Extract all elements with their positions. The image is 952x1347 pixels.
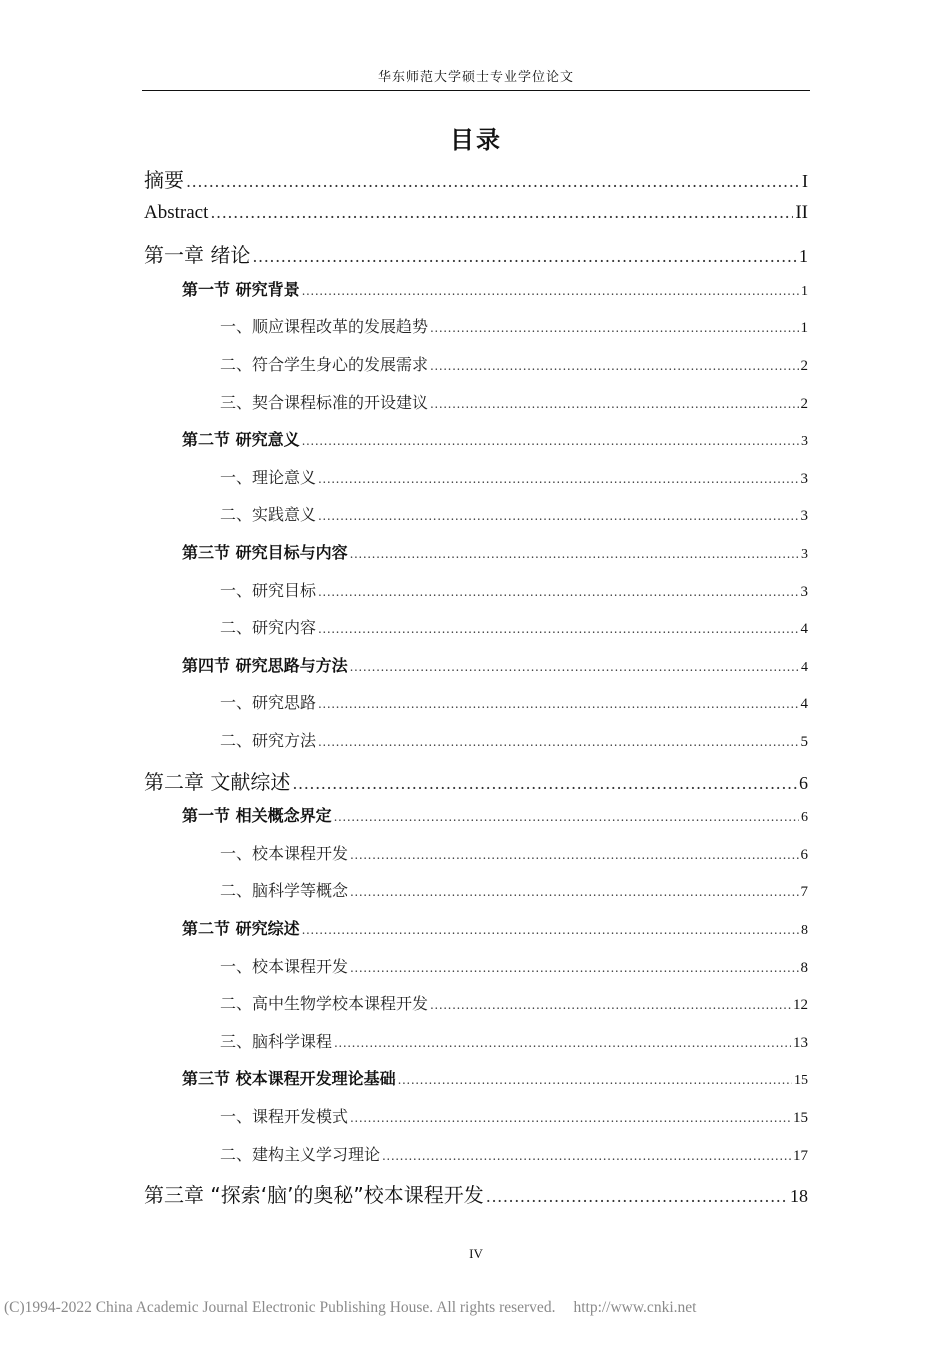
toc-entry-label: 一、研究目标 <box>220 580 317 600</box>
toc-entry[interactable] <box>144 1179 808 1207</box>
toc-entry-page: 17 <box>793 1147 808 1164</box>
toc-entry[interactable] <box>144 239 808 267</box>
toc-dot-leader <box>302 923 799 937</box>
toc-dot-leader <box>210 203 793 222</box>
toc-entry-label: 二、实践意义 <box>220 505 317 525</box>
toc-dot-leader <box>318 472 798 486</box>
toc-entry-page: 3 <box>800 470 808 487</box>
toc-dot-leader <box>486 1187 788 1206</box>
toc-entry[interactable] <box>220 1142 808 1170</box>
toc-entry-page: 15 <box>793 1110 808 1126</box>
toc-entry[interactable] <box>220 578 808 606</box>
toc-dot-leader <box>334 810 799 824</box>
toc-entry[interactable] <box>182 540 808 568</box>
toc-entry-label: 一、校本课程开发 <box>220 843 349 863</box>
toc-entry[interactable] <box>182 803 808 831</box>
toc-entry-label: 第一节 相关概念界定 <box>182 806 332 826</box>
toc-dot-leader <box>318 735 798 749</box>
toc-dot-leader <box>318 509 798 523</box>
toc-dot-leader <box>398 1073 792 1087</box>
toc-entry-page: 12 <box>793 997 808 1014</box>
toc-entry-label: 第三节 校本课程开发理论基础 <box>182 1069 396 1089</box>
toc-entry-page: 7 <box>800 884 808 901</box>
toc-entry-label: 一、校本课程开发 <box>220 956 349 976</box>
toc-entry-page: 15 <box>794 1073 808 1089</box>
toc-entry[interactable] <box>182 653 808 681</box>
toc-entry[interactable] <box>220 728 808 756</box>
toc-entry[interactable] <box>220 615 808 643</box>
toc-dot-leader <box>430 359 798 373</box>
toc-entry-label: 第二章 文献综述 <box>144 769 291 794</box>
toc-entry-label: 第一节 研究背景 <box>182 279 300 299</box>
toc-dot-leader <box>430 321 798 335</box>
toc-entry-label: 三、契合课程标准的开设建议 <box>220 392 429 412</box>
toc-entry[interactable] <box>144 766 808 794</box>
toc-entry[interactable] <box>220 314 808 342</box>
toc-entry[interactable] <box>220 1029 808 1057</box>
toc-entry[interactable] <box>220 465 808 493</box>
toc-entry[interactable] <box>182 1066 808 1094</box>
page-title: 目录 <box>450 126 502 154</box>
toc-entry-label: 第一章 绪论 <box>144 243 251 268</box>
toc-entry[interactable] <box>220 352 808 380</box>
toc-entry[interactable] <box>220 1104 808 1132</box>
toc-entry-page: 6 <box>801 810 808 826</box>
toc-entry[interactable] <box>220 390 808 418</box>
toc-entry-label: 摘要 <box>144 168 184 192</box>
toc-entry-page: 1 <box>799 246 808 267</box>
footer-copyright: (C)1994-2022 China Academic Journal Electronic Publishing House. All rights reserved. <box>4 1299 556 1316</box>
toc-dot-leader <box>252 247 797 266</box>
toc-entry-label: 二、脑科学等概念 <box>220 881 349 901</box>
toc-entry-label: 二、符合学生身心的发展需求 <box>220 355 429 374</box>
toc-entry-page: 3 <box>801 547 808 562</box>
toc-entry-page: 6 <box>799 772 808 793</box>
toc-entry-page: 1 <box>801 283 808 299</box>
toc-entry-label: 第三节 研究目标与内容 <box>182 543 348 562</box>
toc-entry[interactable] <box>220 841 808 869</box>
toc-entry-page: 13 <box>793 1034 808 1051</box>
toc-entry-label: 二、高中生物学校本课程开发 <box>220 994 429 1014</box>
toc-entry[interactable] <box>220 991 808 1019</box>
toc-entry[interactable] <box>220 878 808 906</box>
toc-dot-leader <box>318 622 798 636</box>
toc-entry-label: 一、课程开发模式 <box>220 1107 349 1126</box>
toc-entry-page: 8 <box>801 923 808 938</box>
toc-entry-page: 4 <box>800 696 808 713</box>
toc-dot-leader <box>382 1149 791 1163</box>
toc-entry-label: 二、研究内容 <box>220 618 317 638</box>
toc-entry-label: 第三章 “探索‘脑’的奥秘”校本课程开发 <box>144 1183 484 1208</box>
toc-dot-leader <box>318 697 798 711</box>
toc-entry-label: 第二节 研究意义 <box>182 430 300 450</box>
toc-entry[interactable] <box>182 277 808 305</box>
toc-entry-page: 3 <box>800 508 808 525</box>
toc-entry-page: I <box>802 171 808 191</box>
toc-entry-page: 3 <box>800 583 808 600</box>
toc-entry[interactable] <box>144 164 808 192</box>
toc-entry-page: 4 <box>800 621 808 638</box>
toc-dot-leader <box>350 547 799 561</box>
toc-entry-page: 2 <box>800 395 808 412</box>
toc-entry[interactable] <box>182 916 808 944</box>
toc-entry-page: II <box>795 201 808 223</box>
toc-entry-label: 第四节 研究思路与方法 <box>182 655 348 675</box>
toc-dot-leader <box>302 434 799 448</box>
toc-entry[interactable] <box>182 427 808 455</box>
page-number: IV <box>469 1246 483 1261</box>
toc-entry-page: 5 <box>800 734 808 750</box>
toc-dot-leader <box>292 774 797 793</box>
toc-entry-page: 2 <box>800 358 808 374</box>
toc-dot-leader <box>350 885 798 899</box>
toc-entry-label: Abstract <box>144 201 209 223</box>
toc-entry[interactable] <box>220 954 808 982</box>
toc-dot-leader <box>350 660 799 674</box>
toc-dot-leader <box>334 1036 791 1050</box>
toc-entry[interactable] <box>144 202 808 230</box>
toc-entry-label: 二、建构主义学习理论 <box>220 1144 381 1164</box>
toc-entry-label: 二、研究方法 <box>220 731 317 750</box>
toc-dot-leader <box>350 1111 791 1125</box>
toc-entry-page: 18 <box>790 1186 808 1207</box>
footer <box>4 1299 948 1317</box>
toc-entry-label: 一、理论意义 <box>220 467 317 487</box>
running-header: 华东师范大学硕士专业学位论文 <box>377 70 574 85</box>
toc-entry[interactable] <box>220 690 808 718</box>
toc-dot-leader <box>350 961 798 975</box>
toc-entry-page: 4 <box>801 659 808 675</box>
toc-dot-leader <box>302 284 799 298</box>
toc-entry-label: 第二节 研究综述 <box>182 919 300 938</box>
toc-entry-page: 1 <box>800 320 808 337</box>
toc-entry-page: 3 <box>801 434 808 450</box>
toc-dot-leader <box>350 848 798 862</box>
toc-dot-leader <box>318 585 798 599</box>
toc-entry-label: 一、研究思路 <box>220 693 317 713</box>
header-rule <box>142 90 810 91</box>
toc-entry-page: 8 <box>800 959 808 976</box>
toc-entry-label: 一、顺应课程改革的发展趋势 <box>220 317 429 337</box>
toc-entry-label: 三、脑科学课程 <box>220 1031 333 1051</box>
toc-entry-page: 6 <box>800 846 808 863</box>
footer-url[interactable]: http://www.cnki.net <box>573 1299 697 1316</box>
toc-entry[interactable] <box>220 502 808 530</box>
toc-dot-leader <box>430 998 791 1012</box>
toc-dot-leader <box>430 397 798 411</box>
toc-dot-leader <box>186 172 800 191</box>
